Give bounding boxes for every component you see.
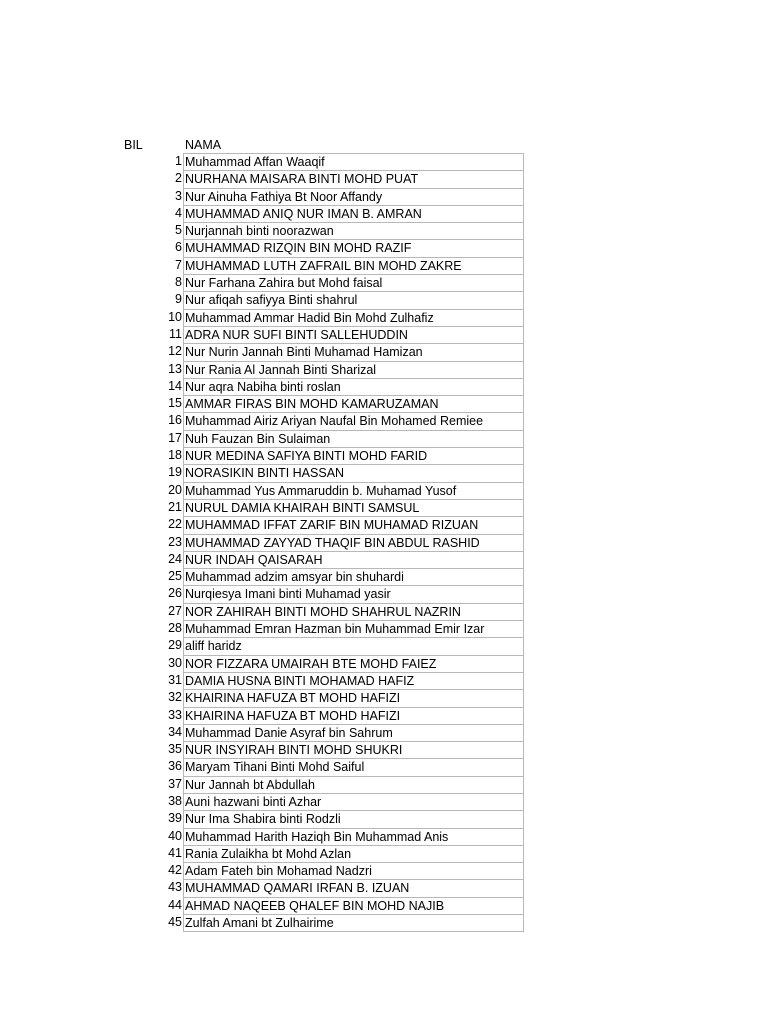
row-number: 9 xyxy=(175,292,182,307)
table-row xyxy=(0,741,768,758)
row-number: 36 xyxy=(168,759,182,774)
table-row xyxy=(0,862,768,879)
row-number: 24 xyxy=(168,551,182,566)
name-cell[interactable]: Nur Nurin Jannah Binti Muhamad Hamizan xyxy=(183,343,524,360)
name-cell[interactable]: Nuh Fauzan Bin Sulaiman xyxy=(183,430,524,447)
row-number: 39 xyxy=(168,811,182,826)
name-cell[interactable]: Zulfah Amani bt Zulhairime xyxy=(183,914,524,932)
name-cell[interactable]: NUR INSYIRAH BINTI MOHD SHUKRI xyxy=(183,741,524,758)
row-number: 38 xyxy=(168,793,182,808)
row-number: 42 xyxy=(168,863,182,878)
name-cell[interactable]: Muhammad Danie Asyraf bin Sahrum xyxy=(183,724,524,741)
name-cell[interactable]: NORASIKIN BINTI HASSAN xyxy=(183,464,524,481)
name-cell[interactable]: Nurqiesya Imani binti Muhamad yasir xyxy=(183,585,524,602)
table-row xyxy=(0,482,768,499)
row-number: 44 xyxy=(168,897,182,912)
name-cell[interactable]: Nur afiqah safiyya Binti shahrul xyxy=(183,291,524,308)
table-row xyxy=(0,845,768,862)
row-number: 7 xyxy=(175,257,182,272)
row-number: 5 xyxy=(175,223,182,238)
table-row xyxy=(0,534,768,551)
name-cell[interactable]: Muhammad adzim amsyar bin shuhardi xyxy=(183,568,524,585)
name-cell[interactable]: Auni hazwani binti Azhar xyxy=(183,793,524,810)
table-row xyxy=(0,603,768,620)
name-cell[interactable]: AMMAR FIRAS BIN MOHD KAMARUZAMAN xyxy=(183,395,524,412)
table-row xyxy=(0,239,768,256)
table-row xyxy=(0,516,768,533)
table-row xyxy=(0,689,768,706)
name-cell[interactable]: Muhammad Yus Ammaruddin b. Muhamad Yusof xyxy=(183,482,524,499)
table-row xyxy=(0,378,768,395)
row-number: 32 xyxy=(168,690,182,705)
column-header-bil: BIL xyxy=(124,138,143,152)
row-number: 20 xyxy=(168,482,182,497)
table-row xyxy=(0,551,768,568)
table-row xyxy=(0,153,768,170)
row-number: 31 xyxy=(168,672,182,687)
row-number: 34 xyxy=(168,724,182,739)
name-cell[interactable]: NURHANA MAISARA BINTI MOHD PUAT xyxy=(183,170,524,187)
row-number: 30 xyxy=(168,655,182,670)
name-cell[interactable]: DAMIA HUSNA BINTI MOHAMAD HAFIZ xyxy=(183,672,524,689)
row-number: 3 xyxy=(175,188,182,203)
row-number: 29 xyxy=(168,638,182,653)
table-row xyxy=(0,585,768,602)
row-number: 21 xyxy=(168,499,182,514)
row-number: 40 xyxy=(168,828,182,843)
row-number: 17 xyxy=(168,430,182,445)
participant-list xyxy=(0,153,768,931)
table-row xyxy=(0,447,768,464)
row-number: 33 xyxy=(168,707,182,722)
name-cell[interactable]: AHMAD NAQEEB QHALEF BIN MOHD NAJIB xyxy=(183,897,524,914)
name-cell[interactable]: Muhammad Ammar Hadid Bin Mohd Zulhafiz xyxy=(183,309,524,326)
table-row xyxy=(0,257,768,274)
row-number: 12 xyxy=(168,344,182,359)
name-cell[interactable]: NUR INDAH QAISARAH xyxy=(183,551,524,568)
row-number: 13 xyxy=(168,361,182,376)
row-number: 25 xyxy=(168,569,182,584)
row-number: 26 xyxy=(168,586,182,601)
table-row xyxy=(0,568,768,585)
table-row xyxy=(0,707,768,724)
table-row xyxy=(0,464,768,481)
name-cell[interactable]: Nur Farhana Zahira but Mohd faisal xyxy=(183,274,524,291)
table-row xyxy=(0,430,768,447)
name-cell[interactable]: Nurjannah binti noorazwan xyxy=(183,222,524,239)
name-cell[interactable]: Maryam Tihani Binti Mohd Saiful xyxy=(183,758,524,775)
row-number: 4 xyxy=(175,205,182,220)
table-row xyxy=(0,222,768,239)
row-number: 22 xyxy=(168,517,182,532)
table-row xyxy=(0,291,768,308)
table-row xyxy=(0,724,768,741)
name-cell[interactable]: MUHAMMAD IFFAT ZARIF BIN MUHAMAD RIZUAN xyxy=(183,516,524,533)
table-row xyxy=(0,205,768,222)
name-cell[interactable]: MUHAMMAD LUTH ZAFRAIL BIN MOHD ZAKRE xyxy=(183,257,524,274)
name-cell[interactable]: Muhammad Harith Haziqh Bin Muhammad Anis xyxy=(183,828,524,845)
row-number: 10 xyxy=(168,309,182,324)
table-row xyxy=(0,188,768,205)
name-cell[interactable]: NOR FIZZARA UMAIRAH BTE MOHD FAIEZ xyxy=(183,655,524,672)
name-cell[interactable]: KHAIRINA HAFUZA BT MOHD HAFIZI xyxy=(183,689,524,706)
table-row xyxy=(0,343,768,360)
table-row xyxy=(0,758,768,775)
name-cell[interactable]: MUHAMMAD QAMARI IRFAN B. IZUAN xyxy=(183,879,524,896)
name-cell[interactable]: Rania Zulaikha bt Mohd Azlan xyxy=(183,845,524,862)
table-row xyxy=(0,361,768,378)
table-row xyxy=(0,499,768,516)
name-cell[interactable]: Muhammad Emran Hazman bin Muhammad Emir Izar xyxy=(183,620,524,637)
table-row xyxy=(0,274,768,291)
name-cell[interactable]: Nur Ainuha Fathiya Bt Noor Affandy xyxy=(183,188,524,205)
row-number: 16 xyxy=(168,413,182,428)
row-number: 2 xyxy=(175,171,182,186)
table-row xyxy=(0,776,768,793)
row-number: 11 xyxy=(169,326,182,341)
table-row xyxy=(0,914,768,931)
row-number: 37 xyxy=(168,776,182,791)
row-number: 6 xyxy=(175,240,182,255)
table-row xyxy=(0,828,768,845)
name-cell[interactable]: Muhammad Airiz Ariyan Naufal Bin Mohamed Remiee xyxy=(183,412,524,429)
row-number: 23 xyxy=(168,534,182,549)
row-number: 35 xyxy=(168,742,182,757)
name-cell[interactable]: KHAIRINA HAFUZA BT MOHD HAFIZI xyxy=(183,707,524,724)
row-number: 1 xyxy=(175,154,182,168)
table-row xyxy=(0,326,768,343)
table-row xyxy=(0,620,768,637)
row-number: 19 xyxy=(168,465,182,480)
name-cell[interactable]: ADRA NUR SUFI BINTI SALLEHUDDIN xyxy=(183,326,524,343)
row-number: 41 xyxy=(168,845,182,860)
name-cell[interactable]: MUHAMMAD ZAYYAD THAQIF BIN ABDUL RASHID xyxy=(183,534,524,551)
row-number: 27 xyxy=(168,603,182,618)
table-row xyxy=(0,672,768,689)
name-cell[interactable]: MUHAMMAD RIZQIN BIN MOHD RAZIF xyxy=(183,239,524,256)
name-cell[interactable]: Nur Rania Al Jannah Binti Sharizal xyxy=(183,361,524,378)
column-header-nama: NAMA xyxy=(185,138,222,152)
name-cell[interactable]: aliff haridz xyxy=(183,637,524,654)
name-cell[interactable]: Muhammad Affan Waaqif xyxy=(183,153,524,170)
table-row xyxy=(0,170,768,187)
name-cell[interactable]: NOR ZAHIRAH BINTI MOHD SHAHRUL NAZRIN xyxy=(183,603,524,620)
table-row xyxy=(0,897,768,914)
name-cell[interactable]: NUR MEDINA SAFIYA BINTI MOHD FARID xyxy=(183,447,524,464)
name-cell[interactable]: Nur Jannah bt Abdullah xyxy=(183,776,524,793)
row-number: 14 xyxy=(168,378,182,393)
name-cell[interactable]: MUHAMMAD ANIQ NUR IMAN B. AMRAN xyxy=(183,205,524,222)
row-number: 28 xyxy=(168,621,182,636)
row-number: 43 xyxy=(168,880,182,895)
table-row xyxy=(0,655,768,672)
row-number: 45 xyxy=(168,915,182,930)
row-number: 18 xyxy=(168,448,182,463)
name-cell[interactable]: Nur Ima Shabira binti Rodzli xyxy=(183,810,524,827)
table-row xyxy=(0,412,768,429)
name-cell[interactable]: Nur aqra Nabiha binti roslan xyxy=(183,378,524,395)
row-number: 8 xyxy=(175,275,182,290)
table-row xyxy=(0,637,768,654)
name-cell[interactable]: Adam Fateh bin Mohamad Nadzri xyxy=(183,862,524,879)
table-row xyxy=(0,879,768,896)
row-number: 15 xyxy=(168,396,182,411)
name-cell[interactable]: NURUL DAMIA KHAIRAH BINTI SAMSUL xyxy=(183,499,524,516)
table-row xyxy=(0,309,768,326)
table-row xyxy=(0,793,768,810)
table-row xyxy=(0,395,768,412)
table-row xyxy=(0,810,768,827)
